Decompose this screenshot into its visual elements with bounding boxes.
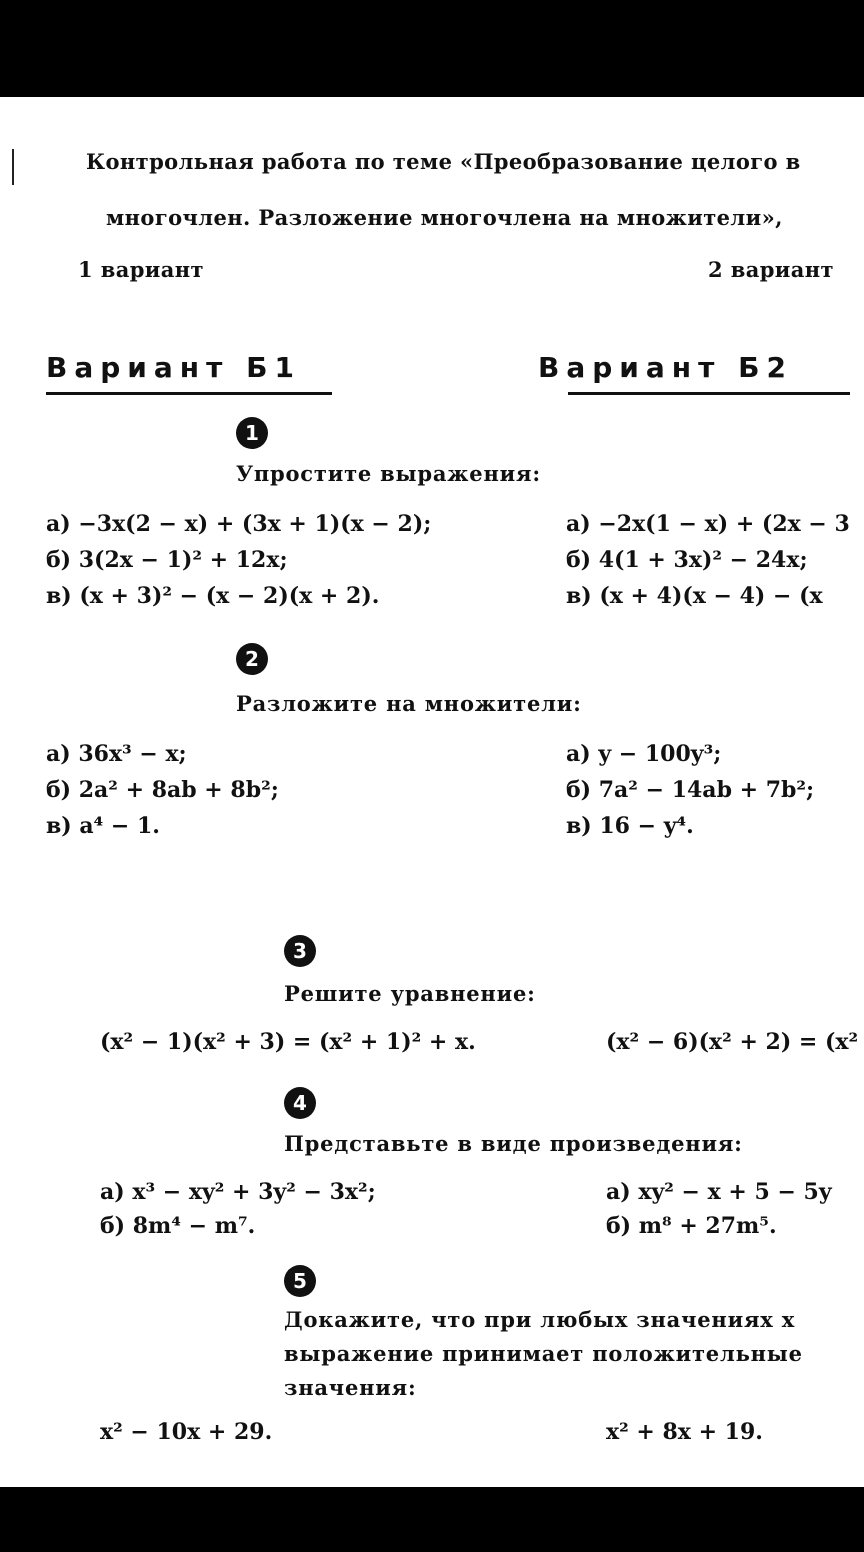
header-line-1: Контрольная работа по теме «Преобразование целого в: [86, 149, 801, 174]
task-2-title: Разложите на множители:: [236, 691, 582, 716]
task-3-left-equation: (x² − 1)(x² + 3) = (x² + 1)² + x.: [100, 1029, 476, 1055]
task-1-left-b: б) 3(2x − 1)² + 12x;: [46, 547, 288, 573]
task-1-left-c: в) (x + 3)² − (x − 2)(x + 2).: [46, 583, 380, 609]
right-variant-label: 2 вариант: [708, 257, 834, 282]
variant-b2-underline: [568, 392, 850, 395]
task-1-right-c: в) (x + 4)(x − 4) − (x: [566, 583, 823, 609]
task-2-number-badge: 2: [236, 643, 268, 675]
task-1-right-a: а) −2x(1 − x) + (2x − 3: [566, 511, 850, 537]
task-4-number-badge: 4: [284, 1087, 316, 1119]
task-4-left-a: а) x³ − xy² + 3y² − 3x²;: [100, 1179, 376, 1205]
task-2-right-a: а) y − 100y³;: [566, 741, 722, 767]
task-5-left-expression: x² − 10x + 29.: [100, 1419, 273, 1445]
task-4-title: Представьте в виде произведения:: [284, 1131, 743, 1156]
task-3-number-badge: 3: [284, 935, 316, 967]
worksheet-page: [0, 97, 864, 1487]
task-2-left-c: в) a⁴ − 1.: [46, 813, 160, 839]
variant-b2-heading: Вариант Б2: [538, 351, 793, 384]
task-4-right-a: а) xy² − x + 5 − 5y: [606, 1179, 832, 1205]
task-1-right-b: б) 4(1 + 3x)² − 24x;: [566, 547, 808, 573]
task-1-left-a: а) −3x(2 − x) + (3x + 1)(x − 2);: [46, 511, 432, 537]
task-2-right-c: в) 16 − y⁴.: [566, 813, 694, 839]
variant-b1-heading: Вариант Б1: [46, 351, 301, 384]
task-5-number-badge: 5: [284, 1265, 316, 1297]
header-line-2: многочлен. Разложение многочлена на множители»,: [106, 205, 783, 230]
task-4-right-b: б) m⁸ + 27m⁵.: [606, 1213, 777, 1239]
task-5-right-expression: x² + 8x + 19.: [606, 1419, 763, 1445]
page-edge-mark: [12, 149, 14, 185]
task-5-title: Докажите, что при любых значениях x выражение принимает положительные значения:: [284, 1307, 803, 1400]
task-3-title: Решите уравнение:: [284, 981, 536, 1006]
task-2-left-a: а) 36x³ − x;: [46, 741, 187, 767]
task-4-left-b: б) 8m⁴ − m⁷.: [100, 1213, 256, 1239]
left-variant-label: 1 вариант: [78, 257, 204, 282]
task-2-left-b: б) 2a² + 8ab + 8b²;: [46, 777, 279, 803]
task-1-title: Упростите выражения:: [236, 461, 541, 486]
task-2-right-b: б) 7a² − 14ab + 7b²;: [566, 777, 815, 803]
variant-b1-underline: [46, 392, 332, 395]
task-1-number-badge: 1: [236, 417, 268, 449]
task-3-right-equation: (x² − 6)(x² + 2) = (x²: [606, 1029, 859, 1055]
